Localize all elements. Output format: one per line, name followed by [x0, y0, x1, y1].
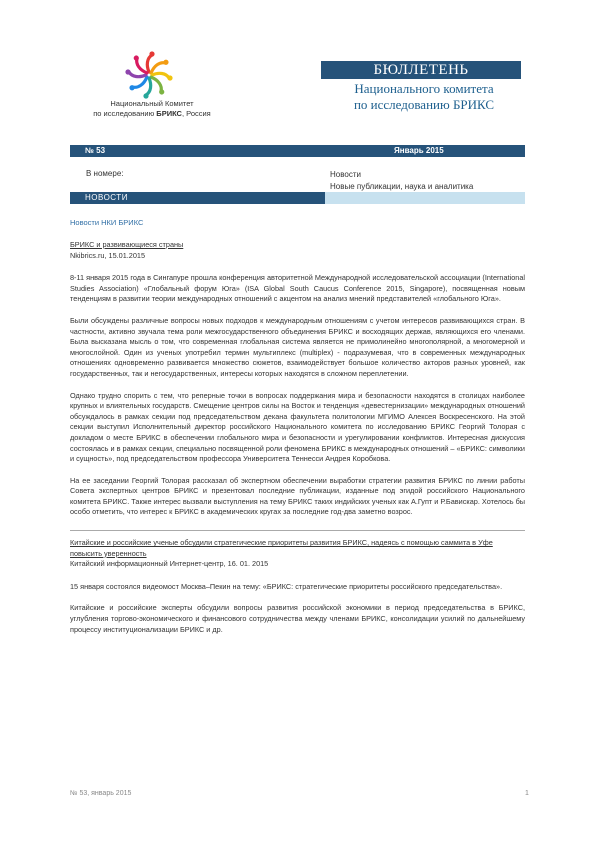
org-name-prefix: по исследованию	[93, 109, 155, 118]
toc-label: В номере:	[86, 169, 124, 178]
article-1-paragraph-1: 8-11 января 2015 года в Сингапуре прошла конференция авторитетной Международной исследовательской ассоциации (International Studies Association) «Глобальный форум Юга» (ISA Global South Caucus Conference 2015, Singapore), посвященная новым тенденциям в развитии теории международных отношений с акцентом на анализ мнений представителей «глобального Юга».	[70, 273, 525, 304]
footer-page-number: 1	[525, 790, 529, 797]
article-2-paragraph-2: Китайские и российские эксперты обсудили вопросы развития российской экономики в период председательства в БРИКС, углубления торгово-экономического и финансового сотрудничества между членами БРИКС, консолидации усилий по дальнейшему процессу институционализации БРИКС и др.	[70, 603, 525, 634]
org-name-suffix: , Россия	[181, 109, 211, 118]
footer-issue-label: № 53, январь 2015	[70, 790, 132, 797]
brics-committee-logo-icon	[124, 50, 174, 100]
bulletin-title: БЮЛЛЕТЕНЬ	[321, 61, 521, 79]
org-name-brand: БРИКС	[156, 109, 182, 118]
bulletin-subtitle-line2: по исследованию БРИКС	[353, 97, 495, 112]
article-2-source: Китайский информационный Интернет-центр, 16. 01. 2015	[70, 559, 269, 569]
org-name-line1: Национальный Комитет	[110, 99, 194, 108]
issue-number: № 53	[85, 146, 106, 155]
org-name-line2	[72, 109, 232, 119]
org-name	[72, 99, 232, 119]
article-2-paragraph-1: 15 января состоялся видеомост Москва–Пекин на тему: «БРИКС: стратегические приоритеты российского председательства».	[70, 581, 503, 591]
issue-date: Январь 2015	[394, 146, 444, 155]
news-section-heading: НОВОСТИ	[70, 192, 325, 204]
article-1-title[interactable]: БРИКС и развивающиеся страны	[70, 240, 184, 249]
article-1-paragraph-2: Были обсуждены различные вопросы новых подходов к международным отношениям с учетом интересов развивающихся стран. В частности, активно звучала тема роли межгосударственного объединения БРИКС и восходящих держав, являющихся его членами. Была высказана мысль о том, что современная глобальная система является не примолинейно многополярной, а многомерной и многослойной. Один из ученых употребил термин мультиплекс (multiplex) - подразумевая, что в современных международных отношениях одновременно развивается множество сюжетов, взаимодействует большое количество акторов разных уровней, как государственных, так и негосударственных, интересы которых находятся в сложном переплетении.	[70, 315, 525, 378]
article-1-paragraph-3: Однако трудно спорить с тем, что реперные точки в вопросах поддержания мира и безопасности находятся в столицах наиболее крупных и влиятельных государств. Смещение центров силы на Восток и тенденция «девестернизации» международных отношений обсуждалось в рамках секции под председательством декана факультета политологии МГИМО Алексея Воскресенского. На этой секции выступил Исполнительный директор российского Национального комитета по исследованию БРИКС Георгий Толорая с докладом о месте БРИКС в обеспечении глобального мира и безопасности и урегулировании конфликтов. Интересная дискуссия состоялась и в рамках секции, специально посвященной роли феномена БРИКС в международных отношений – «БРИКС: символики и сущность», под председательством профессора Университета Теннесси Андрея Коробкова.	[70, 390, 525, 464]
article-2	[70, 538, 525, 635]
news-section-bar	[70, 192, 525, 204]
toc-item-publications[interactable]: Новые публикации, наука и аналитика	[330, 182, 474, 191]
article-1-source: Nkibrics.ru, 15.01.2015	[70, 250, 146, 260]
article-1	[70, 240, 525, 518]
article-1-paragraph-4: На ее заседании Георгий Толорая рассказал об экспертном обеспечении выработки стратегии развития БРИКС по линии работы Совета экспертных центров БРИКС и презентовал последние публикации, изданные под эгидой российского Национального комитета БРИКС. Также интерес вызвали выступления на тему БРИКС таких индийских ученых как А.Гупт и Р.Бавискар. Хотелось бы особо отметить, что интерес к БРИКС в академических кругах за последние год-два заметно возрос.	[70, 475, 525, 517]
news-bar-accent	[325, 192, 525, 204]
article-divider	[70, 530, 525, 531]
bulletin-subtitle	[324, 81, 524, 113]
news-content	[70, 240, 525, 646]
toc-item-news[interactable]: Новости	[330, 170, 361, 179]
article-2-title[interactable]: Китайские и российские ученые обсудили стратегические приоритеты развития БРИКС, надеясь с помощью саммита в Уфе повысить уверенность	[70, 538, 493, 558]
news-subsection-label: Новости НКИ БРИКС	[70, 218, 144, 227]
table-of-contents	[330, 169, 473, 193]
issue-bar	[70, 145, 525, 157]
bulletin-subtitle-line1: Национального комитета	[354, 81, 494, 96]
